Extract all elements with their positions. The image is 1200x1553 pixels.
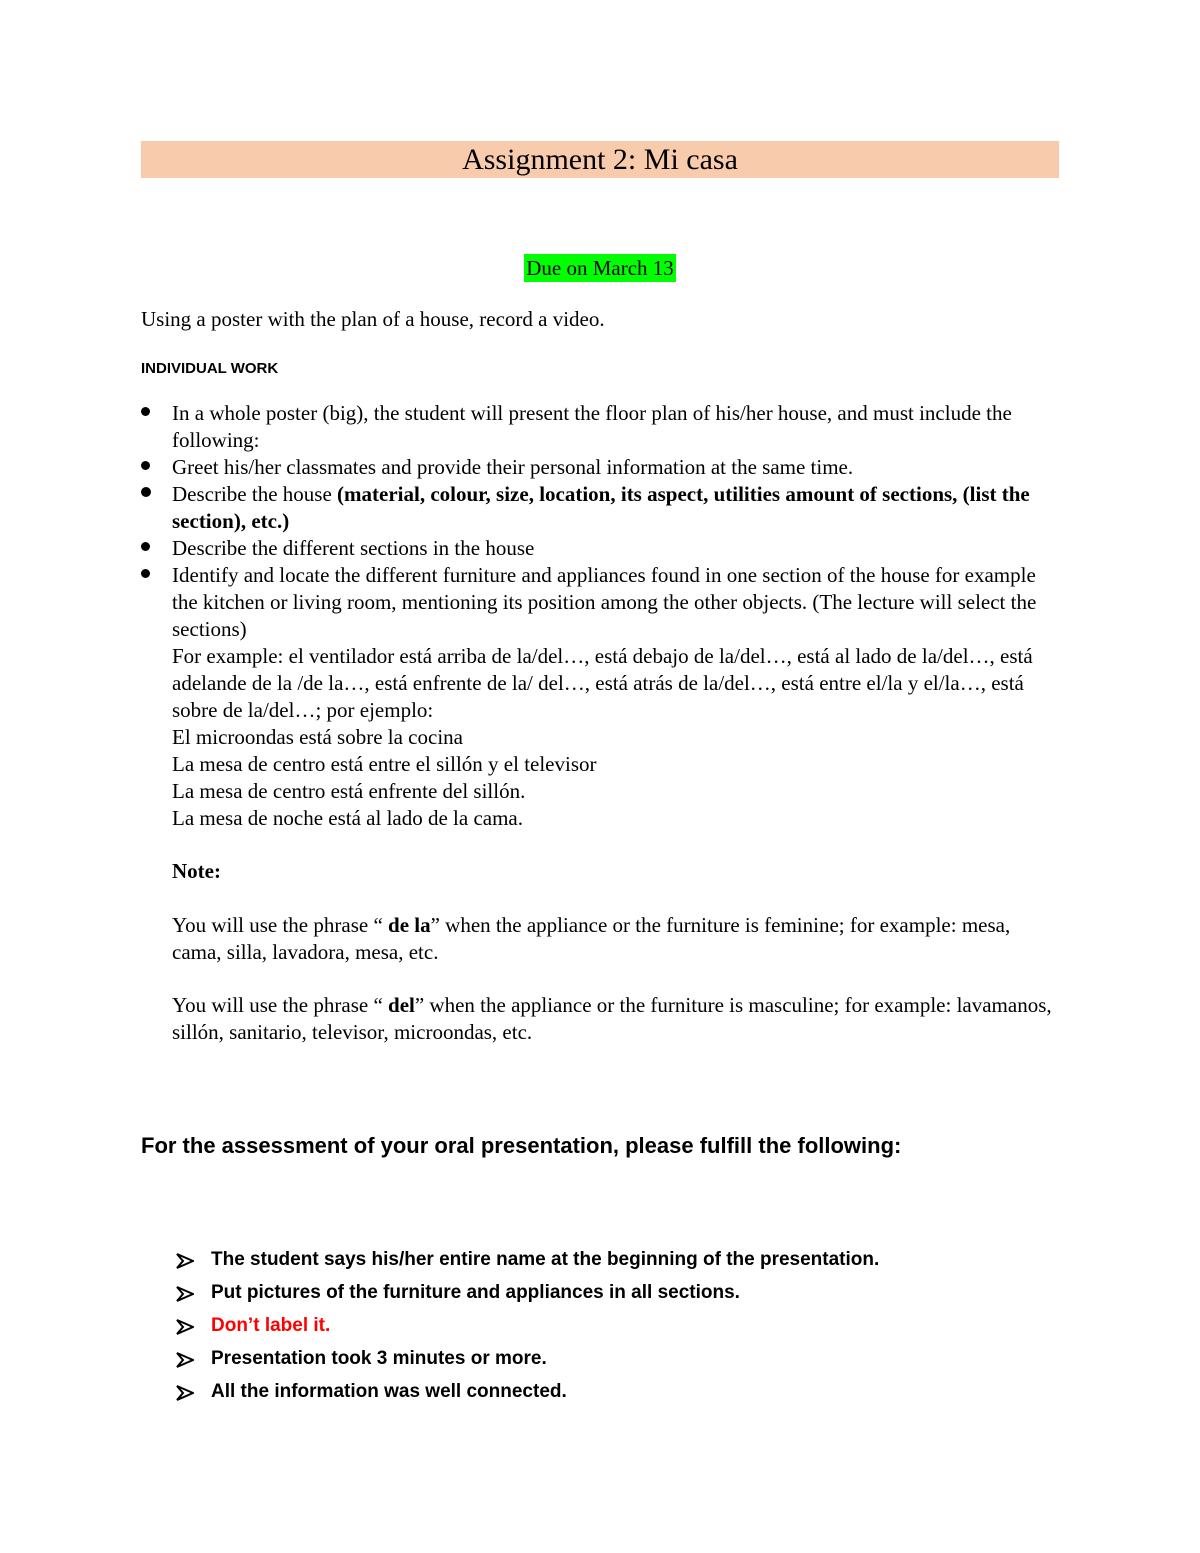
- section-label: INDIVIDUAL WORK: [141, 360, 279, 377]
- example-line: La mesa de centro está entre el sillón y el televisor: [172, 752, 597, 776]
- list-item: Describe the house (material, colour, size, location, its aspect, utilities amount of sections, (list the section), etc.): [141, 481, 1066, 535]
- list-item: Presentation took 3 minutes or more.: [176, 1344, 1076, 1377]
- bullet-icon: [141, 569, 150, 578]
- bullet-icon: [141, 461, 150, 470]
- list-item: Describe the different sections in the house: [141, 535, 1066, 562]
- list-item: In a whole poster (big), the student will present the floor plan of his/her house, and must include the following:: [141, 400, 1066, 454]
- note-paragraph-masculine: You will use the phrase “ del” when the appliance or the furniture is masculine; for example: lavamanos, sillón, sanitario, televisor, microondas, etc.: [172, 993, 1052, 1044]
- arrowhead-bullet-icon: [176, 1319, 194, 1335]
- arrowhead-bullet-icon: [176, 1253, 194, 1269]
- note-title: Note:: [172, 859, 221, 883]
- list-item: Put pictures of the furniture and appliances in all sections.: [176, 1278, 1076, 1311]
- list-item: [176, 1311, 1076, 1344]
- arrowhead-bullet-icon: [176, 1352, 194, 1368]
- example-line: El microondas está sobre la cocina: [172, 725, 463, 749]
- warning-text: Don’t label it.: [211, 1315, 331, 1336]
- intro-text: Using a poster with the plan of a house, record a video.: [141, 307, 605, 331]
- note-paragraph-feminine: You will use the phrase “ de la” when the appliance or the furniture is feminine; for example: mesa, cama, silla, lavadora, mesa, etc.: [172, 913, 1011, 964]
- due-date-highlight: Due on March 13: [526, 256, 674, 280]
- due-date-row: [0, 254, 1200, 282]
- assessment-heading: For the assessment of your oral presentation, please fulfill the following:: [141, 1133, 902, 1158]
- bullet-icon: [141, 407, 150, 416]
- assessment-checklist: [176, 1245, 1076, 1410]
- example-intro: For example: el ventilador está arriba de la/del…, está debajo de la/del…, está al lado de la/del…, está adelande de la /de la…, está enfrente de la/ del…, está atrás de la/del…, está entre el/la y el/la…, está sobre de la/del…; por ejemplo:: [172, 644, 1033, 722]
- arrowhead-bullet-icon: [176, 1385, 194, 1401]
- list-item: The student says his/her entire name at the beginning of the presentation.: [176, 1245, 1076, 1278]
- example-line: La mesa de noche está al lado de la cama.: [172, 806, 523, 830]
- note-block: [172, 858, 1062, 1046]
- requirements-list: [141, 400, 1066, 832]
- list-item: All the information was well connected.: [176, 1377, 1076, 1410]
- example-line: La mesa de centro está enfrente del sillón.: [172, 779, 526, 803]
- bullet-icon: [141, 542, 150, 551]
- list-item: Identify and locate the different furniture and appliances found in one section of the house for example the kitchen or living room, mentioning its position among the other objects. (The lecture will select the sections) For example: el ventilador está arriba de la/del…, está debajo de la/del…, está al lado de la/del…, está adelande de la /de la…, está enfrente de la/ del…, está atrás de la/del…, está entre el/la y el/la…, está sobre de la/del…; por ejemplo: El microondas está sobre la cocina La mesa de centro está entre el sillón y el televisor La mesa de centro está enfrente del sillón. La mesa de noche está al lado de la cama.: [141, 562, 1066, 832]
- list-item: Greet his/her classmates and provide their personal information at the same time.: [141, 454, 1066, 481]
- arrowhead-bullet-icon: [176, 1286, 194, 1302]
- bullet-icon: [141, 487, 151, 497]
- document-title: Assignment 2: Mi casa: [141, 141, 1059, 178]
